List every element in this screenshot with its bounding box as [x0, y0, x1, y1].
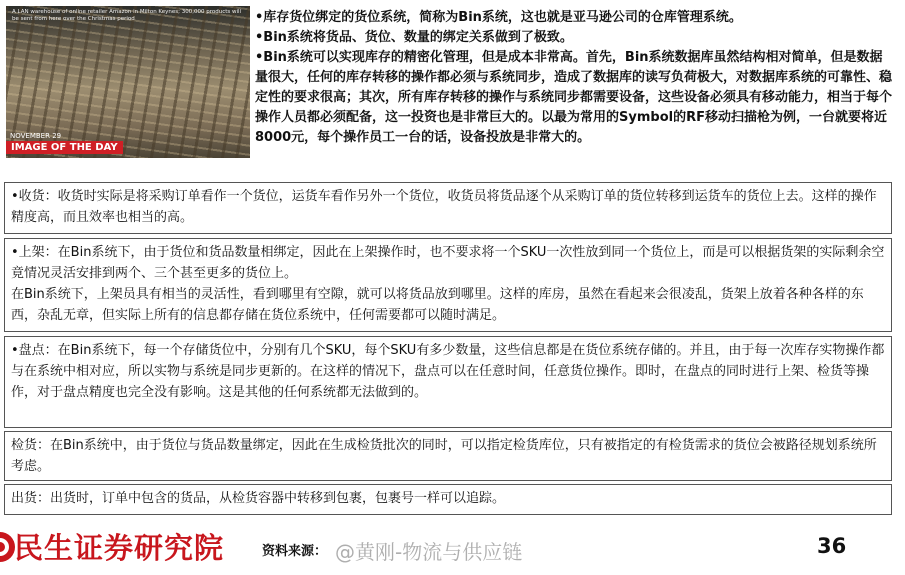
shelving-box — [4, 238, 892, 332]
photo-banner: IMAGE OF THE DAY — [6, 141, 123, 154]
picking-text: 检货：在Bin系统中，由于货位与货品数量绑定，因此在生成检货批次的同时，可以指定检货库位，只有被指定的有检货需求的货位会被路径规划系统所考虑。 — [11, 438, 877, 474]
shipping-text: 出货：出货时，订单中包含的货品，从检货容器中转移到包裹，包裹号一样可以追踪。 — [11, 491, 506, 506]
warehouse-photo — [6, 6, 250, 158]
picking-box — [4, 431, 892, 481]
stocktaking-box — [4, 336, 892, 428]
watermark: @黄刚-物流与供应链 — [335, 540, 523, 564]
page-number: 36 — [817, 534, 847, 558]
shipping-box — [4, 484, 892, 515]
footer — [0, 520, 905, 575]
company-logo-text: 民生证券研究院 — [14, 531, 225, 565]
receiving-text: •收货：收货时实际是将采购订单看作一个货位，运货车看作另外一个货位，收货员将货品逐个从采购订单的货位转移到运货车的货位上去。这样的操作精度高，而且效率也相当的高。 — [11, 189, 877, 225]
shelving-text-1: •上架：在Bin系统下，由于货位和货品数量相绑定，因此在上架操作时，也不要求将一个SKU一次性放到同一个货位上，而是可以根据货架的实际剩余空竟情况灵活安排到两个、三个甚至更多的货位上。 — [11, 245, 885, 281]
source-label: 资料来源： — [262, 544, 328, 559]
intro-paragraph: •Bin系统将货品、货位、数量的绑定关系做到了极致。 — [255, 30, 573, 45]
photo-date: NOVEMBER 29 — [10, 132, 62, 140]
intro-paragraph: •库存货位绑定的货位系统，简称为Bin系统，这也就是亚马逊公司的仓库管理系统。 — [255, 10, 742, 25]
intro-paragraph: •Bin系统可以实现库存的精密化管理，但是成本非常高。首先，Bin系统数据库虽然结构相对简单，但是数据量很大，任何的库存转移的操作都必须与系统同步，造成了数据库的读写负荷极大，对数据库系统的可靠性、稳定性的要求很高；其次，所有库存转移的操作与系统同步都需要设备，这些设备必须具有移动能力，相当于每个操作人员都必须配备，这一投资也是非常巨大的。以最为常用的Symbol的RF移动扫描枪为例，一台就要将近8000元，每个操作员工一台的话，设备投放是非常大的。 — [255, 50, 893, 145]
intro-text — [255, 8, 895, 148]
receiving-box — [4, 182, 892, 234]
photo-caption: A LAN warehouse of online retailer Amazon in Milton Keynes; 300,000 products will be sent from here over the Christmas period — [12, 9, 242, 22]
shelving-text-2: 在Bin系统下，上架员具有相当的灵活性，看到哪里有空隙，就可以将货品放到哪里。这样的库房，虽然在看起来会很凌乱，货架上放着各种各样的东西，杂乱无章，但实际上所有的信息都存储在货位系统中，任何需要都可以随时满足。 — [11, 287, 864, 323]
stocktaking-text: •盘点：在Bin系统下，每一个存储货位中，分别有几个SKU，每个SKU有多少数量，这些信息都是在货位系统存储的。并且，由于每一次库存实物操作都与在系统中相对应，所以实物与系统是同步更新的。在这样的情况下，盘点可以在任意时间，任意货位操作。即时，在盘点的同时进行上架、检货等操作，对于盘点精度也完全没有影响。这是其他的任何系统都无法做到的。 — [11, 343, 885, 400]
